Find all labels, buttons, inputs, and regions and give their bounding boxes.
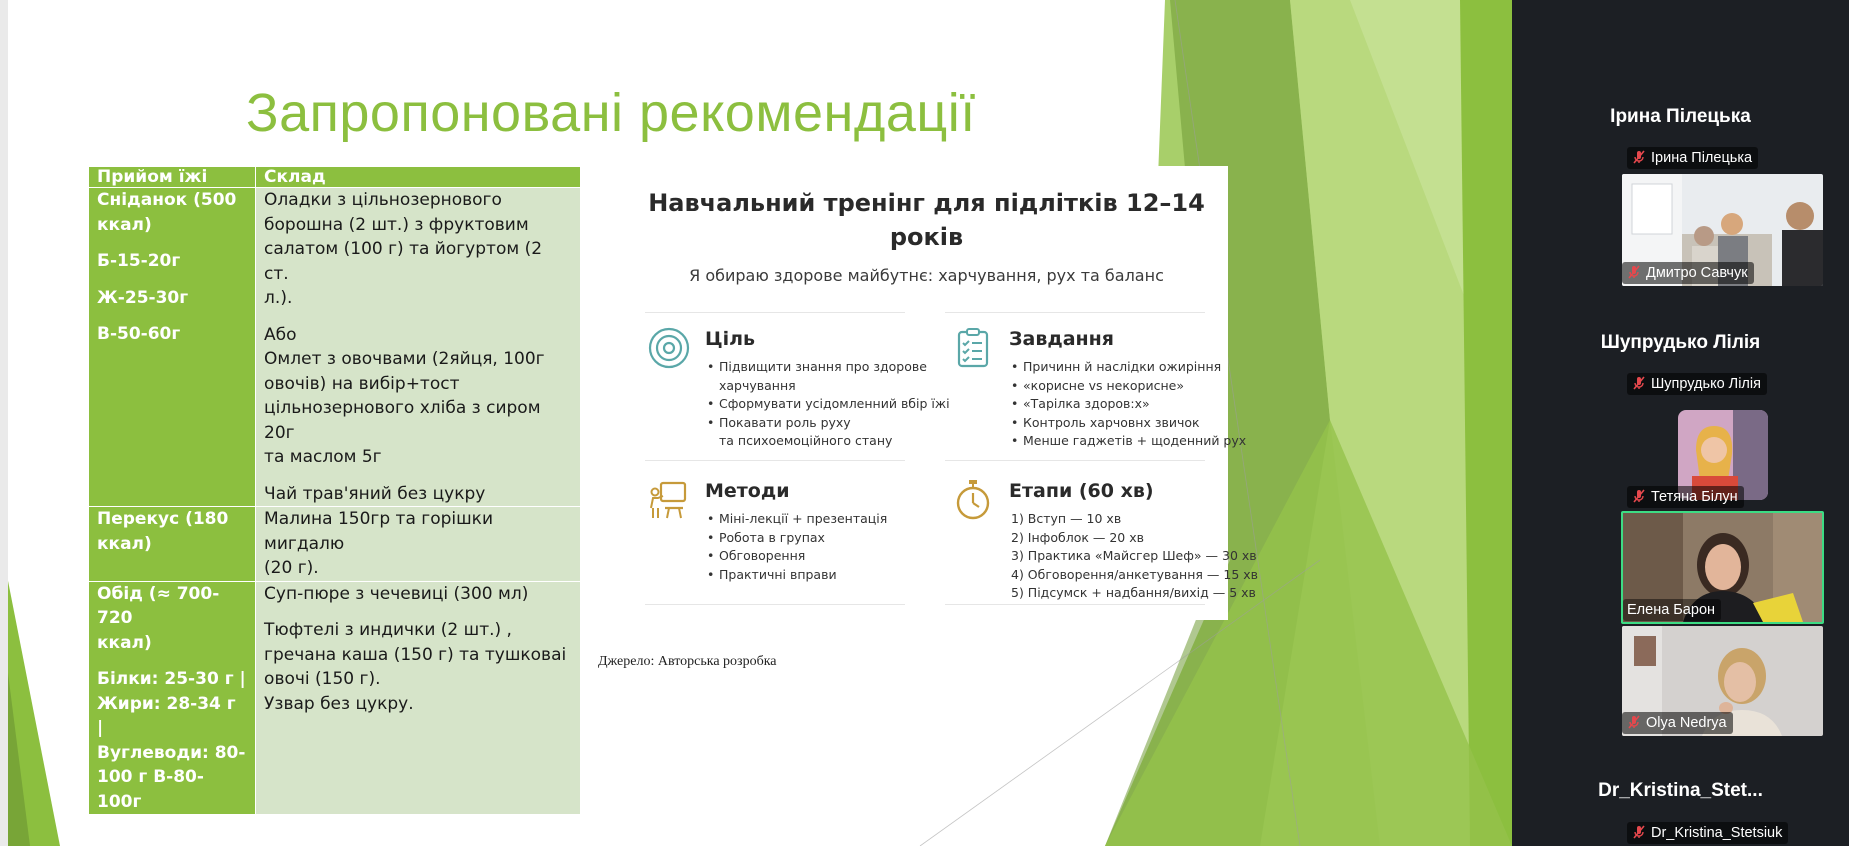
dish-line: цільнозернового хліба з сиром 20г [264, 398, 541, 443]
list-item: 5) Підсумск + надбання/вихід — 5 хв [1011, 585, 1256, 600]
participant-name-tag [1627, 373, 1767, 395]
participant-name: Тетяна Білун [1651, 489, 1738, 505]
mic-muted-icon [1626, 714, 1642, 730]
participant-heading: Ірина Пілецька [1610, 106, 1751, 127]
participant-name: Dr_Kristina_Stetsiuk [1651, 825, 1783, 841]
participant-heading: Dr_Kristina_Stet... [1598, 780, 1763, 801]
participant-name-tag [1627, 822, 1788, 844]
participant-name-tag [1627, 486, 1744, 508]
list-item: 3) Практика «Майсгер Шеф» — 30 хв [1011, 548, 1257, 563]
methods-list [707, 510, 887, 584]
list-item: • Підвищити знання про здорове [707, 358, 950, 377]
participant-name: Дмитро Савчук [1646, 265, 1748, 281]
dish-line: л.). [264, 288, 293, 308]
macro-line: 100 г В-80-100г [97, 767, 204, 812]
participant-name-tag [1627, 147, 1758, 169]
participant-name: Шупрудько Лілія [1651, 376, 1761, 392]
participant-name-tag [1622, 262, 1754, 284]
meal-name-line: ккал) [97, 533, 152, 554]
drink-line: Чай трав'яний без цукру [264, 483, 486, 504]
meal-name-line: Сніданок (500 [97, 190, 237, 210]
participants-panel[interactable] [1512, 0, 1849, 846]
clipboard-icon [951, 326, 995, 370]
list-item: • Менше гаджетів + щоденний рух [1011, 432, 1246, 451]
dish-line: овочів) на вибір+тост [264, 373, 460, 394]
stopwatch-icon [951, 478, 995, 522]
macro-line: Жири: 28-34 г | [97, 693, 236, 738]
table-row-breakfast [89, 188, 581, 507]
dish-line: овочі (150 г). [264, 669, 381, 689]
infographic-title [625, 186, 1228, 254]
column-header-composition: Склад [256, 167, 581, 188]
infographic-subtitle: Я обираю здорове майбутнє: харчування, рух та баланс [689, 266, 1164, 285]
meal-name-line: ккал) [97, 214, 152, 235]
list-item: • Обговорення [707, 547, 887, 566]
dish-line: Малина 150гр та горішки мигдалю [264, 509, 493, 554]
goal-heading: Ціль [705, 328, 756, 350]
dish-line: Оладки з цільнозернового [264, 190, 502, 210]
infographic-title-line: років [889, 223, 964, 251]
dish-line: борошна (2 шт.) з фруктовим [264, 214, 529, 235]
list-item: 1) Вступ — 10 хв [1011, 511, 1122, 526]
list-item: 2) Інфоблок — 20 хв [1011, 529, 1144, 545]
mic-muted-icon [1631, 375, 1647, 391]
participant-name-tag [1622, 712, 1733, 734]
dish-line: Тюфтелі з индички (2 шт.) , [264, 620, 512, 640]
list-item: 4) Обговорення/анкетування — 15 хв [1011, 566, 1259, 582]
participant-name: Olya Nedrya [1646, 715, 1727, 731]
list-item: • Покавати роль руху [707, 414, 950, 433]
presentation-icon [647, 478, 691, 522]
macro-line: Вуглеводи: 80- [97, 742, 246, 763]
table-row-snack [89, 507, 581, 582]
mic-muted-icon [1626, 264, 1642, 280]
mic-muted-icon [1631, 488, 1647, 504]
list-item: • Причинн й наслідки ожиріння [1011, 358, 1246, 377]
mic-muted-icon [1631, 824, 1647, 840]
infographic-title-line: Навчальний тренінг для підлітків 12–14 [648, 189, 1205, 217]
dish-line: салатом (100 г) та йогуртом (2 ст. [264, 239, 543, 284]
list-item: • Сформувати усідомленний вбір їжі [707, 395, 950, 414]
macro-line: Білки: 25-30 г | [97, 669, 246, 689]
table-row-lunch [89, 581, 581, 815]
meal-name-line: ккал) [97, 632, 152, 653]
dish-line: (20 г). [264, 558, 319, 578]
dish-line: Узвар без цукру. [264, 693, 414, 714]
macro-protein: Б-15-20г [97, 251, 181, 271]
tasks-list [1011, 358, 1246, 451]
stages-heading: Етапи (60 хв) [1009, 480, 1154, 502]
source-caption: Джерело: Авторська розробка [598, 654, 777, 669]
list-item: • Контроль харчовнх звичок [1011, 414, 1246, 433]
list-item: • Практичні вправи [707, 566, 887, 585]
video-tile-active-speaker[interactable] [1621, 511, 1824, 624]
macro-carbs: В-50-60г [97, 324, 181, 344]
table-header-row [89, 167, 581, 188]
training-infographic [625, 166, 1259, 620]
participant-name-tag [1623, 599, 1721, 621]
mic-muted-icon [1631, 149, 1647, 165]
target-icon [647, 326, 691, 370]
column-header-meal: Прийом їжі [89, 167, 256, 188]
macro-fat: Ж-25-30г [97, 287, 189, 308]
list-item: • «Тарілка здоров:х» [1011, 395, 1246, 414]
methods-heading: Методи [705, 480, 790, 502]
participant-name: Ірина Пілецька [1651, 150, 1753, 166]
tasks-heading: Завдання [1009, 328, 1114, 350]
meal-name-line: Перекус (180 [97, 509, 229, 529]
dish-line: Суп-пюре з чечевиці (300 мл) [264, 583, 529, 604]
list-item: • «корисне vs некорисне» [1011, 377, 1246, 396]
dish-line: Омлет з овочвами (2яйця, 100г [264, 349, 545, 369]
video-tile[interactable] [1622, 626, 1823, 736]
meal-name-line: Обід (≈ 700-720 [97, 583, 220, 628]
list-item: та психоемоційного стану [719, 433, 893, 448]
list-item: • Міні-лекції + презентація [707, 510, 887, 529]
list-item: харчування [719, 377, 796, 393]
participant-heading: Шупрудько Лілія [1600, 332, 1761, 353]
slide-title: Запропоновані рекомендації [246, 83, 976, 143]
or-label: Або [264, 324, 297, 345]
meal-plan-table [88, 166, 581, 815]
list-item: • Робота в групах [707, 529, 887, 548]
dish-line: гречана каша (150 г) та тушковаі [264, 644, 567, 665]
video-tile[interactable] [1622, 174, 1823, 286]
stages-list [1011, 510, 1258, 603]
dish-line: та маслом 5г [264, 447, 382, 467]
participant-name: Елена Барон [1627, 602, 1716, 618]
goal-list [707, 358, 950, 451]
